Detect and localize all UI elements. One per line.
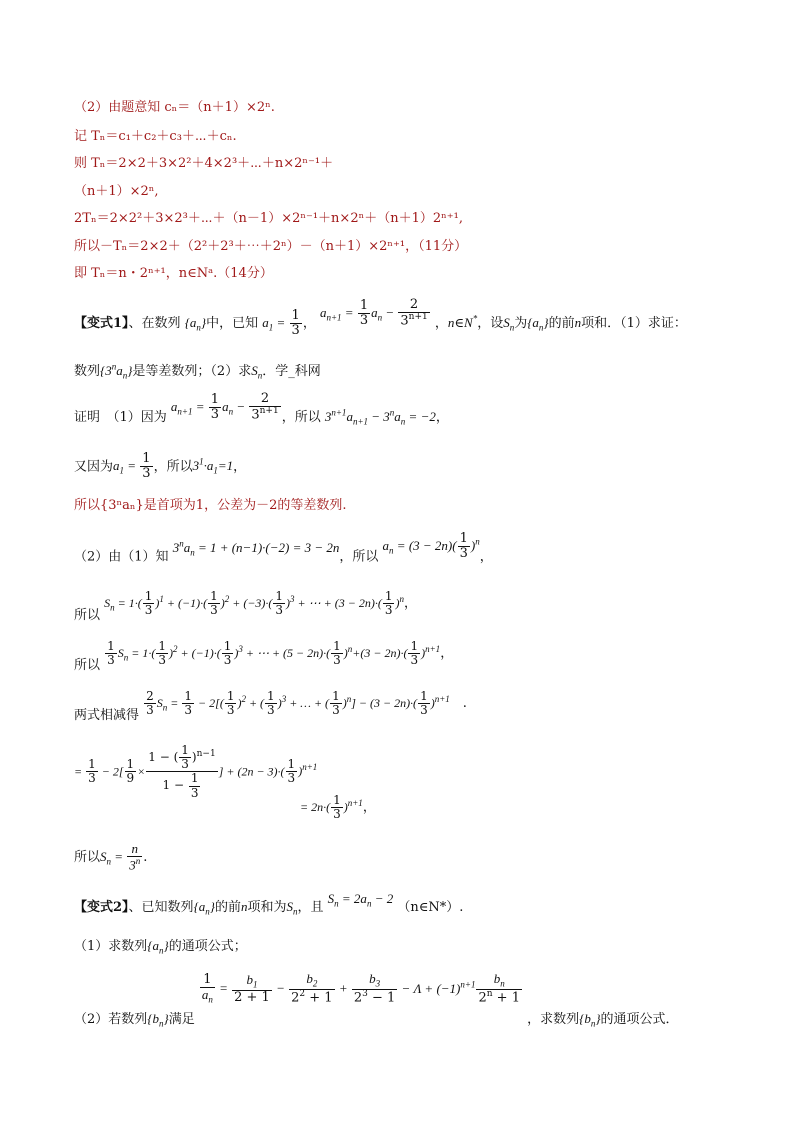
solution-line-4: （n＋1）×2ⁿ, — [74, 184, 159, 199]
solution-line-5: 2Tₙ＝2×2²＋3×2³＋⋯＋（n－1）×2ⁿ⁻¹＋n×2ⁿ＋（n＋1）2ⁿ⁺¹, — [74, 211, 463, 226]
variant1-proof-7: 两式相减得 $\frac{2}{3}$ $S_n$ = $\frac{1}{3}$ − 2[( $\frac{1}{3}$ )$^2$ + ( $\frac{1}{3}$ )$^3$ + … + ( $\frac{1}{3}$ )$^n$] − (3 − 2n)·( $\frac{1}{3}$ )$^{n+1}$ . — [74, 689, 467, 724]
solution-line-7: 即 Tₙ＝n・2ⁿ⁺¹，n∈Nᵃ.（14分） — [74, 266, 273, 281]
variant1-question-2: 数列$\{3^na_n\}$是等差数列；（2）求$S_n$．学_科网 — [74, 361, 321, 381]
variant1-proof-6: 所以 $\frac{1}{3}$ $S_n = 1\cdot$( $\frac{1}{3}$ )$^2$ + (−1)·( $\frac{1}{3}$ )$^3$ + ⋯ + (5 − 2n)·( $\frac{1}{3}$ )$^n$+(3 − 2n)·( $\frac{1}{3}$ )$^{n+1}$， — [74, 639, 454, 674]
variant1-question: 【变式1】、在数列 $\{a_n\}$中，已知 $a_1$ = $\frac{1}{3}$ ， $a_{n+1}$ = $\frac{1}{3}$ $a_n$ − $\frac{2}{3^{n+1}}$ ，n∈N*，设$S_n$为$\{a_n\}$的前n项和．（1）求证： — [74, 297, 687, 338]
variant1-tag: 【变式1】 — [74, 315, 129, 331]
variant1-proof-8: = $\frac{1}{3}$ − 2[ $\frac{1}{9}$ × 1 − ( $\frac{1}{3}$ )$^{n-1}$ 1 − $\frac{1}{3}$ ] + (2n − 3)·( $\frac{1}{3}$ )$^{n+1}$ — [74, 743, 318, 800]
variant1-proof-10: 所以$S_n$ = $\frac{n}{3^n}$ . — [74, 841, 148, 873]
variant1-proof-4: （2）由（1）知 $3^na_n = 1 + (n-1)\cdot(-2) = 3 - 2n$，所以 $a_n = (3 - 2n)$( $\frac{1}{3}$ )$^n$， — [74, 531, 493, 565]
variant2-tag: 【变式2】 — [74, 900, 129, 915]
solution-line-3: 则 Tₙ＝2×2＋3×2²＋4×2³＋⋯＋n×2ⁿ⁻¹＋ — [74, 156, 334, 171]
variant1-proof-1: 证明 （1）因为 $a_{n+1}$ = $\frac{1}{3}$ $a_n$ − $\frac{2}{3^{n+1}}$ ，所以 $3^{n+1}a_{n+1} - 3^na_n = -2$， — [74, 391, 449, 427]
variant1-proof-3: 所以{3ⁿaₙ}是首项为1，公差为－2的等差数列. — [74, 498, 347, 513]
variant2-sub1: （1）求数列$\{a_n\}$的通项公式； — [74, 938, 247, 956]
variant1-proof-9: = 2n·( $\frac{1}{3}$ )$^{n+1}$， — [300, 793, 376, 822]
variant2-question: 【变式2】、已知数列$\{a_n\}$的前n项和为$S_n$，且 $S_n = 2a_n - 2$ （n∈N*）. — [74, 891, 464, 917]
solution-line-6: 所以－Tₙ＝2×2＋（2²＋2³＋⋯＋2ⁿ）－（n＋1）×2ⁿ⁺¹，（11分） — [74, 239, 468, 254]
variant1-proof-5: 所以 $S_n = 1\cdot$( $\frac{1}{3}$ )$^1$ + (−1)·( $\frac{1}{3}$ )$^2$ + (−3)·( $\frac{1}{3}$ )$^3$ + ⋯ + (3 − 2n)·( $\frac{1}{3}$ )$^n$， — [74, 589, 417, 624]
solution-line-2: 记 Tₙ＝c₁＋c₂＋c₃＋⋯＋cₙ. — [74, 129, 237, 144]
variant2-sub2: （2）若数列$\{b_n\}$满足 $\frac{1}{a_n}$ = $\frac{b_1}{2 + 1}$ − $\frac{b_2}{2^2 + 1}$ + $\frac{b_3}{2^3 - 1}$ − $\Lambda + (-1)^{n+1}$ $\frac{b_n}{2^n + 1}$ ，求数列$\{b_n\}$的通项公式． — [74, 971, 679, 1029]
solution-line-1: （2）由题意知 cₙ＝（n＋1）×2ⁿ. — [74, 100, 275, 115]
variant1-proof-2: 又因为$a_1$ = $\frac{1}{3}$ ，所以$3^1\cdot a_1=1$， — [74, 451, 247, 482]
